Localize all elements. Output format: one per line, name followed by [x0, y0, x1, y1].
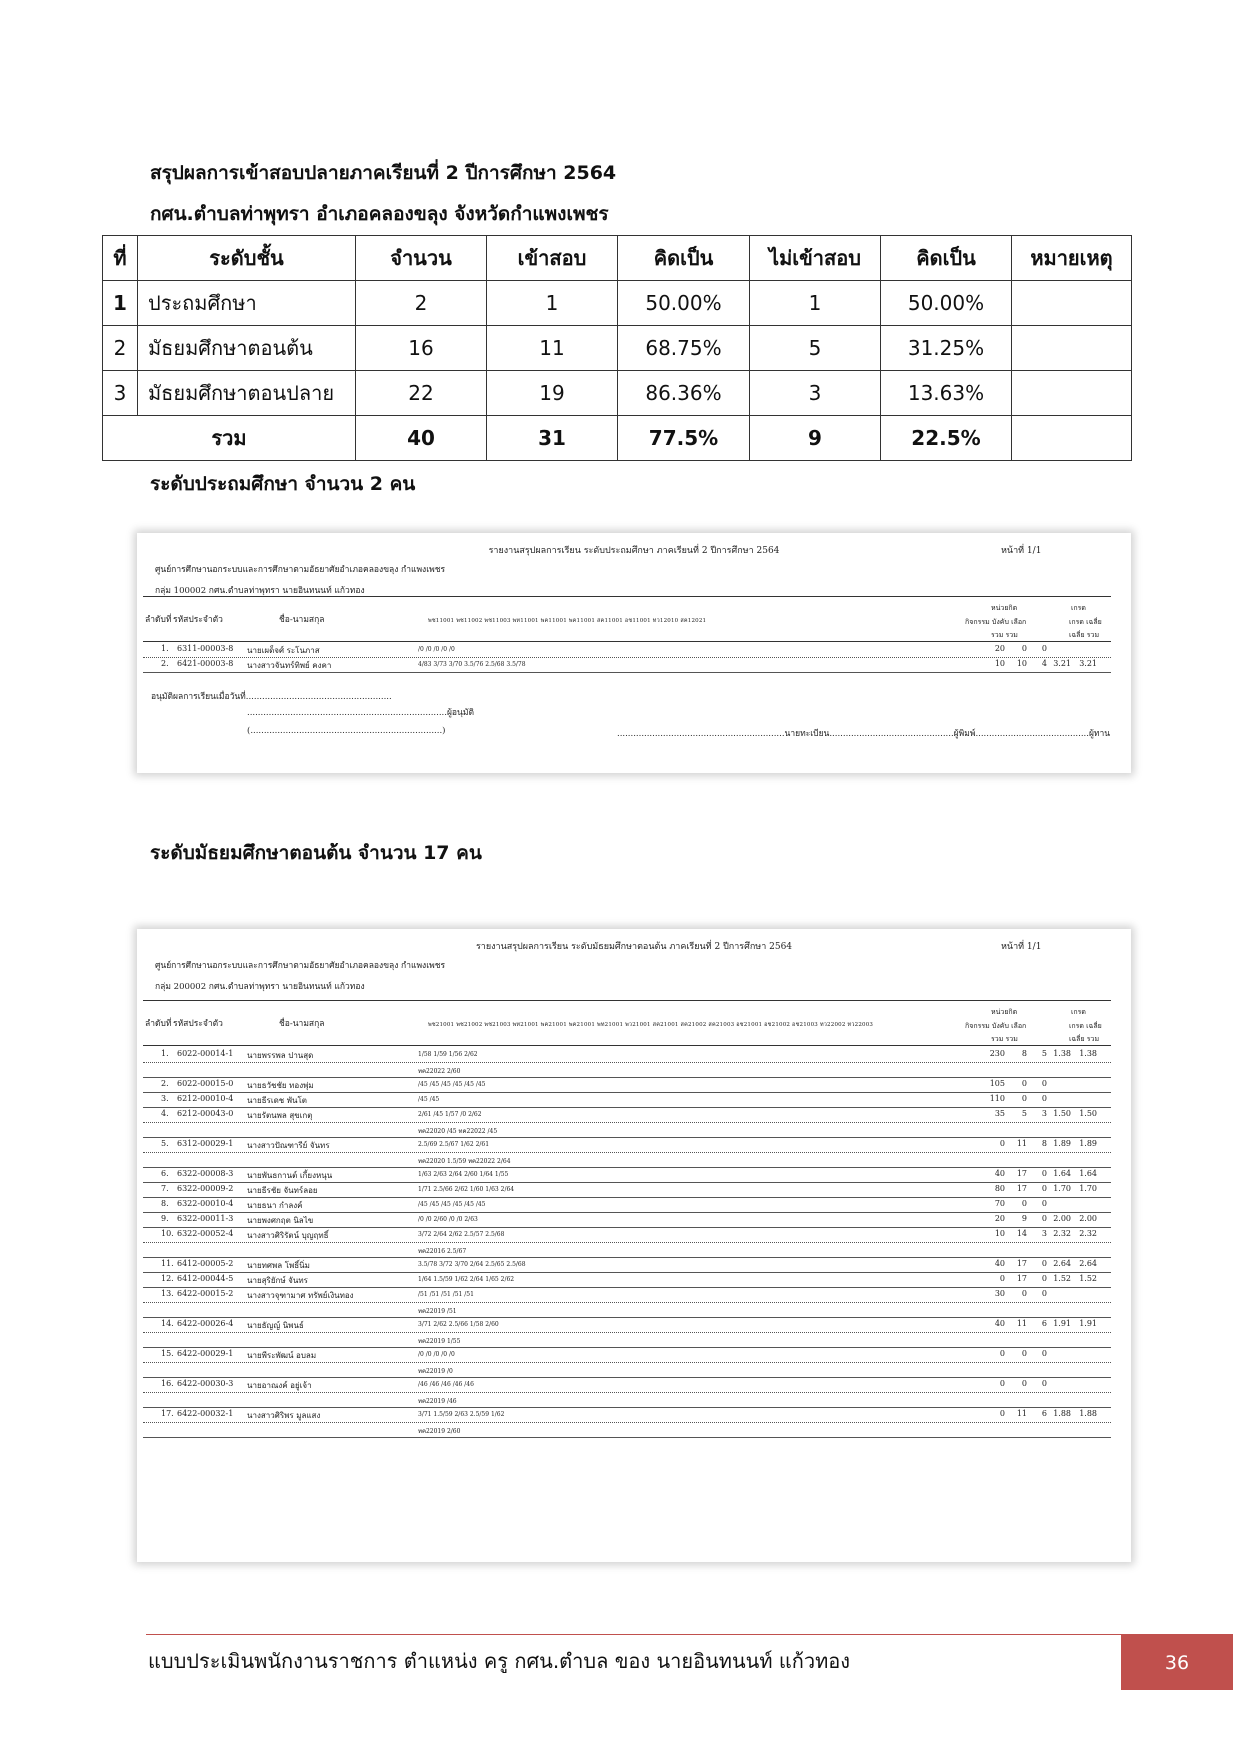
summary-title: สรุปผลการเข้าสอบปลายภาคเรียนที่ 2 ปีการศึกษา 2564	[150, 162, 617, 184]
table-row	[143, 1048, 1111, 1063]
table-total-row	[103, 416, 1132, 461]
cell-absent-pct: 50.00%	[881, 281, 1012, 326]
lower-secondary-report-image	[137, 929, 1131, 1562]
cell-level: มัธยมศึกษาตอนปลาย	[138, 371, 356, 416]
row-gpa-total: 1.50	[1079, 1109, 1097, 1118]
row-credit-required: 11	[1016, 1319, 1027, 1328]
report-printer-label: ผู้พิมพ์	[953, 729, 976, 739]
row-activity: 0	[999, 1379, 1005, 1388]
row-student-name: นายธัญญ์ นิพนธ์	[247, 1321, 304, 1330]
cell-count: 16	[356, 326, 487, 371]
cell-absent: 5	[750, 326, 881, 371]
row-extra-grades: ทค22016 2.5/67	[418, 1248, 467, 1255]
col-header-attended-pct: คิดเป็น	[618, 236, 750, 281]
row-activity: 0	[999, 1274, 1005, 1283]
table-row	[143, 1093, 1111, 1108]
row-grades: /45 /45	[418, 1096, 440, 1103]
row-student-id: 6421-00003-8	[177, 659, 234, 668]
report-col-grade-avg: เกรด เฉลี่ย	[1069, 1022, 1102, 1030]
report-approve-date: อนุมัติผลการเรียนเมื่อวันที่......................................................	[151, 692, 392, 702]
row-credit-elective: 6	[1041, 1409, 1047, 1418]
report-header	[143, 596, 1111, 642]
row-student-name: นายเผด็จศ์ ระโนภาส	[247, 646, 320, 655]
report-col-no: ลำดับที่	[145, 1019, 172, 1029]
row-grades: 1/71 2.5/66 2/62 1/60 1/63 2/64	[418, 1186, 515, 1193]
table-row	[143, 1408, 1111, 1423]
row-grades: /46 /46 /46 /46 /46	[418, 1381, 474, 1388]
report-group: กลุ่ม 100002 กศน.ตำบลท่าพุทรา นายอินทนนท์ แก้วทอง	[155, 586, 365, 596]
row-grades: /0 /0 /0 /0 /0	[418, 1351, 455, 1358]
row-activity: 10	[994, 1229, 1005, 1238]
table-subrow	[143, 1393, 1111, 1408]
row-activity: 80	[994, 1184, 1005, 1193]
row-activity: 0	[999, 1139, 1005, 1148]
row-credit-elective: 0	[1041, 1079, 1047, 1088]
table-row	[143, 643, 1111, 658]
row-student-id: 6212-00010-4	[177, 1094, 234, 1103]
report-registrar-label: นายทะเบียน	[784, 729, 830, 739]
report-group: กลุ่ม 200002 กศน.ตำบลท่าพุทรา นายอินทนนท์ แก้วทอง	[155, 982, 365, 992]
row-gpa: 1.91	[1053, 1319, 1071, 1328]
row-student-id: 6412-00005-2	[177, 1259, 234, 1268]
row-credit-required: 17	[1016, 1184, 1027, 1193]
report-col-grade-total: เฉลี่ย รวม	[1069, 1035, 1100, 1043]
page-number: 36	[1164, 1651, 1190, 1674]
row-no: 1.	[161, 644, 169, 653]
row-student-id: 6312-00029-1	[177, 1139, 234, 1148]
row-credit-elective: 0	[1041, 1169, 1047, 1178]
row-credit-elective: 0	[1041, 1379, 1047, 1388]
row-credit-elective: 0	[1041, 1274, 1047, 1283]
summary-subtitle: กศน.ตำบลท่าพุทรา อำเภอคลองขลุง จังหวัดกำแพงเพชร	[150, 203, 609, 225]
row-credit-required: 11	[1016, 1139, 1027, 1148]
row-extra-grades: ทค22022 2/60	[418, 1068, 461, 1075]
row-activity: 40	[994, 1319, 1005, 1328]
table-subrow	[143, 1123, 1111, 1138]
row-credit-elective: 0	[1041, 1289, 1047, 1298]
row-activity: 10	[994, 659, 1005, 668]
row-extra-grades: ทค22019 /51	[418, 1308, 457, 1315]
table-subrow	[143, 1333, 1111, 1348]
row-grades: 3/71 1.5/59 2/63 2.5/59 1/62	[418, 1411, 505, 1418]
row-student-name: นายพีระพัฒน์ อบลม	[247, 1351, 317, 1360]
row-no: 4.	[161, 1109, 169, 1118]
row-activity: 20	[994, 644, 1005, 653]
row-no: 17.	[161, 1409, 174, 1418]
table-row	[143, 1138, 1111, 1153]
report-col-grade: เกรด	[1071, 1008, 1086, 1016]
row-no: 2.	[161, 1079, 169, 1088]
row-activity: 230	[989, 1049, 1005, 1058]
report-col-grade-avg: เกรด เฉลี่ย	[1069, 618, 1102, 626]
row-grades: 2.5/69 2.5/67 1/62 2/61	[418, 1141, 490, 1148]
col-header-attended: เข้าสอบ	[487, 236, 618, 281]
row-gpa-total: 1.91	[1079, 1319, 1097, 1328]
col-header-absent-pct: คิดเป็น	[881, 236, 1012, 281]
row-grades: /45 /45 /45 /45 /45 /45	[418, 1081, 486, 1088]
row-credit-required: 17	[1016, 1169, 1027, 1178]
report-page-number: หน้าที่ 1/1	[1001, 942, 1042, 952]
report-col-grade: เกรด	[1071, 604, 1086, 612]
row-grades: 2/61 /45 1/57 /0 2/62	[418, 1111, 482, 1118]
row-activity: 20	[994, 1214, 1005, 1223]
row-no: 16.	[161, 1379, 174, 1388]
row-gpa-total: 2.64	[1079, 1259, 1097, 1268]
row-student-name: นายอาณงค์ อยู่เจ้า	[247, 1381, 312, 1390]
report-center-name: ศูนย์การศึกษานอกระบบและการศึกษาตามอัธยาศัยอำเภอคลองขลุง กำแพงเพชร	[155, 565, 446, 575]
row-grades: 3/72 2/64 2/62 2.5/57 2.5/68	[418, 1231, 505, 1238]
row-credit-required: 14	[1016, 1229, 1027, 1238]
row-student-name: นายธีรเดช พันโต	[247, 1096, 307, 1105]
report-signatures: ..............................................................นายทะเบียน..............................................ผู้พิมพ์..........................................ผู้ทาน	[617, 729, 1111, 739]
cell-level: มัธยมศึกษาตอนต้น	[138, 326, 356, 371]
report-col-credit-total: รวม รวม	[991, 631, 1018, 639]
row-student-id: 6322-00010-4	[177, 1199, 234, 1208]
table-row	[143, 1198, 1111, 1213]
table-row	[143, 1168, 1111, 1183]
row-student-id: 6322-00011-3	[177, 1214, 234, 1223]
cell-total-attended-pct: 77.5%	[618, 416, 750, 461]
report-header	[143, 1000, 1111, 1046]
row-credit-elective: 0	[1041, 1214, 1047, 1223]
row-student-id: 6412-00044-5	[177, 1274, 234, 1283]
row-gpa-total: 1.38	[1079, 1049, 1097, 1058]
row-gpa-total: 2.00	[1079, 1214, 1097, 1223]
row-grades: 1/63 2/63 2/64 2/60 1/64 1/55	[418, 1171, 509, 1178]
report-col-grade-total: เฉลี่ย รวม	[1069, 631, 1100, 639]
col-header-no: ที่	[103, 236, 138, 281]
table-subrow	[143, 1153, 1111, 1168]
table-subrow	[143, 1303, 1111, 1318]
row-credit-elective: 0	[1041, 1184, 1047, 1193]
row-extra-grades: ทค22019 2/60	[418, 1428, 461, 1435]
row-credit-elective: 3	[1041, 1229, 1047, 1238]
report-col-name: ชื่อ-นามสกุล	[279, 1019, 325, 1029]
row-student-name: นายรัตนพล สุขเกตุ	[247, 1111, 313, 1120]
cell-attended-pct: 50.00%	[618, 281, 750, 326]
row-activity: 70	[994, 1199, 1005, 1208]
table-row	[143, 1378, 1111, 1393]
report-center-name: ศูนย์การศึกษานอกระบบและการศึกษาตามอัธยาศัยอำเภอคลองขลุง กำแพงเพชร	[155, 961, 446, 971]
row-credit-elective: 4	[1041, 659, 1047, 668]
report-checker-label: ผู้ทาน	[1088, 729, 1111, 739]
row-gpa-total: 1.64	[1079, 1169, 1097, 1178]
row-no: 13.	[161, 1289, 174, 1298]
row-activity: 30	[994, 1289, 1005, 1298]
row-student-name: นายสุริยักษ์ จันทร	[247, 1276, 308, 1285]
row-student-id: 6422-00026-4	[177, 1319, 234, 1328]
report-page-number: หน้าที่ 1/1	[1001, 546, 1042, 556]
primary-level-heading: ระดับประถมศึกษา จำนวน 2 คน	[150, 473, 416, 495]
row-grades: /45 /45 /45 /45 /45 /45	[418, 1201, 486, 1208]
cell-remark	[1012, 326, 1132, 371]
cell-no: 3	[103, 371, 138, 416]
row-grades: 1/64 1.5/59 1/62 2/64 1/65 2/62	[418, 1276, 515, 1283]
row-gpa-total: 1.52	[1079, 1274, 1097, 1283]
primary-report-image	[137, 533, 1131, 773]
row-grades: 3/71 2/62 2.5/66 1/58 2/60	[418, 1321, 499, 1328]
row-extra-grades: ทค22020 1.5/59 ทค22022 2/64	[418, 1158, 511, 1165]
row-student-name: นายธวัชชัย ทองพุ่ม	[247, 1081, 314, 1090]
row-gpa-total: 1.88	[1079, 1409, 1097, 1418]
table-row	[143, 1228, 1111, 1243]
table-row	[143, 1258, 1111, 1273]
table-row	[143, 1108, 1111, 1123]
table-subrow	[143, 1363, 1111, 1378]
row-student-id: 6422-00030-3	[177, 1379, 234, 1388]
row-student-name: นางสาวจุฑามาศ ทรัพย์เงินทอง	[247, 1291, 354, 1300]
row-credit-required: 5	[1021, 1109, 1027, 1118]
row-student-name: นางสาวศิริพร มูลแสง	[247, 1411, 321, 1420]
row-student-id: 6322-00009-2	[177, 1184, 234, 1193]
cell-remark	[1012, 281, 1132, 326]
row-gpa: 3.21	[1053, 659, 1071, 668]
row-extra-grades: ทค22019 1/55	[418, 1338, 461, 1345]
row-no: 2.	[161, 659, 169, 668]
cell-attended: 11	[487, 326, 618, 371]
row-no: 14.	[161, 1319, 174, 1328]
report-col-name: ชื่อ-นามสกุล	[279, 615, 325, 625]
cell-absent-pct: 31.25%	[881, 326, 1012, 371]
row-student-id: 6322-00052-4	[177, 1229, 234, 1238]
row-extra-grades: ทค22019 /0	[418, 1368, 453, 1375]
cell-no: 2	[103, 326, 138, 371]
row-gpa-total: 3.21	[1079, 659, 1097, 668]
table-row	[143, 1348, 1111, 1363]
row-gpa: 1.50	[1053, 1109, 1071, 1118]
report-col-id: รหัสประจำตัว	[173, 615, 223, 625]
row-no: 11.	[161, 1259, 174, 1268]
row-credit-required: 0	[1021, 1289, 1027, 1298]
row-no: 8.	[161, 1199, 169, 1208]
col-header-count: จำนวน	[356, 236, 487, 281]
row-student-name: นางสาวจันทร์ทิพย์ คงคา	[247, 661, 332, 670]
col-header-level: ระดับชั้น	[138, 236, 356, 281]
cell-total-attended: 31	[487, 416, 618, 461]
table-row	[143, 1078, 1111, 1093]
cell-total-label: รวม	[103, 416, 356, 461]
row-gpa-total: 1.89	[1079, 1139, 1097, 1148]
report-col-credit-types: กิจกรรม บังคับ เลือก	[965, 1022, 1027, 1030]
page-number-badge	[1121, 1635, 1233, 1690]
row-credit-required: 17	[1016, 1274, 1027, 1283]
cell-attended-pct: 86.36%	[618, 371, 750, 416]
cell-level: ประถมศึกษา	[138, 281, 356, 326]
row-credit-required: 0	[1021, 1349, 1027, 1358]
row-gpa: 1.88	[1053, 1409, 1071, 1418]
report-title: รายงานสรุปผลการเรียน ระดับมัธยมศึกษาตอนต้น ภาคเรียนที่ 2 ปีการศึกษา 2564	[475, 942, 793, 952]
row-gpa: 1.64	[1053, 1169, 1071, 1178]
table-subrow	[143, 1423, 1111, 1438]
exam-summary-table	[102, 235, 1132, 461]
report-col-credit-types: กิจกรรม บังคับ เลือก	[965, 618, 1027, 626]
row-credit-required: 0	[1021, 1079, 1027, 1088]
cell-absent-pct: 13.63%	[881, 371, 1012, 416]
row-no: 5.	[161, 1139, 169, 1148]
row-activity: 105	[989, 1079, 1005, 1088]
report-col-credit: หน่วยกิต	[991, 1008, 1018, 1016]
cell-count: 2	[356, 281, 487, 326]
row-student-name: นายพรรพล ปานสุด	[247, 1051, 314, 1060]
row-credit-required: 17	[1016, 1259, 1027, 1268]
cell-no: 1	[103, 281, 138, 326]
cell-attended-pct: 68.75%	[618, 326, 750, 371]
row-credit-required: 8	[1021, 1049, 1027, 1058]
cell-total-absent: 9	[750, 416, 881, 461]
row-student-name: นายธนา กำลงค์	[247, 1201, 303, 1210]
report-rows	[143, 643, 1111, 673]
row-gpa: 2.64	[1053, 1259, 1071, 1268]
row-student-id: 6422-00032-1	[177, 1409, 234, 1418]
row-gpa: 1.38	[1053, 1049, 1071, 1058]
table-row	[103, 326, 1132, 371]
cell-total-remark	[1012, 416, 1132, 461]
table-header-row	[103, 236, 1132, 281]
table-row	[143, 1288, 1111, 1303]
row-grades: 1/58 1/59 1/56 2/62	[418, 1051, 478, 1058]
table-subrow	[143, 1243, 1111, 1258]
row-gpa: 2.00	[1053, 1214, 1071, 1223]
row-credit-elective: 0	[1041, 1094, 1047, 1103]
row-credit-elective: 0	[1041, 1199, 1047, 1208]
row-student-id: 6311-00003-8	[177, 644, 234, 653]
row-extra-grades: ทค22019 /46	[418, 1398, 457, 1405]
row-credit-elective: 0	[1041, 1349, 1047, 1358]
row-student-id: 6022-00015-0	[177, 1079, 234, 1088]
table-row	[143, 1318, 1111, 1333]
footer-rule	[146, 1634, 1233, 1635]
row-grades: 3.5/78 3/72 3/70 2/64 2.5/65 2.5/68	[418, 1261, 526, 1268]
row-credit-elective: 6	[1041, 1319, 1047, 1328]
row-student-id: 6022-00014-1	[177, 1049, 234, 1058]
row-activity: 0	[999, 1349, 1005, 1358]
row-student-name: นายพันธกานต์ เกี้ยงหนุน	[247, 1171, 333, 1180]
row-activity: 40	[994, 1259, 1005, 1268]
table-row	[143, 1183, 1111, 1198]
report-col-no: ลำดับที่	[145, 615, 172, 625]
col-header-absent: ไม่เข้าสอบ	[750, 236, 881, 281]
row-credit-required: 0	[1021, 1094, 1027, 1103]
cell-count: 22	[356, 371, 487, 416]
row-credit-elective: 3	[1041, 1109, 1047, 1118]
report-subject-codes: พช11001 พช11002 พช11003 พท11001 พค11001 พค11001 สค11001 อช11001 ทว12010 สค12021	[428, 618, 707, 624]
report-title: รายงานสรุปผลการเรียน ระดับประถมศึกษา ภาคเรียนที่ 2 ปีการศึกษา 2564	[488, 546, 780, 556]
report-approver-name: (.......................................................................)	[247, 726, 446, 736]
row-no: 15.	[161, 1349, 174, 1358]
row-extra-grades: ทค22020 /45 ทค22022 /45	[418, 1128, 498, 1135]
footer-caption: แบบประเมินพนักงานราชการ ตำแหน่ง ครู กศน.ตำบล ของ นายอินทนนท์ แก้วทอง	[148, 1649, 851, 1673]
row-gpa: 1.70	[1053, 1184, 1071, 1193]
cell-remark	[1012, 371, 1132, 416]
row-student-id: 6422-00015-2	[177, 1289, 234, 1298]
row-credit-elective: 5	[1041, 1049, 1047, 1058]
row-student-name: นางสาวปัณฑารีย์ จันทร	[247, 1141, 330, 1150]
row-no: 10.	[161, 1229, 174, 1238]
cell-absent: 1	[750, 281, 881, 326]
table-row	[103, 371, 1132, 416]
row-gpa: 2.32	[1053, 1229, 1071, 1238]
row-credit-elective: 0	[1041, 1259, 1047, 1268]
row-no: 6.	[161, 1169, 169, 1178]
row-activity: 40	[994, 1169, 1005, 1178]
row-credit-required: 0	[1021, 1199, 1027, 1208]
row-credit-required: 0	[1021, 644, 1027, 653]
lower-secondary-heading: ระดับมัธยมศึกษาตอนต้น จำนวน 17 คน	[150, 842, 482, 864]
row-no: 7.	[161, 1184, 169, 1193]
row-credit-required: 10	[1016, 659, 1027, 668]
row-student-id: 6212-00043-0	[177, 1109, 234, 1118]
row-student-name: นายทศพล โพธิ์นิ่ม	[247, 1261, 310, 1270]
table-row	[143, 1213, 1111, 1228]
row-credit-elective: 0	[1041, 644, 1047, 653]
row-activity: 35	[994, 1109, 1005, 1118]
row-gpa: 1.89	[1053, 1139, 1071, 1148]
report-subject-codes: พช21001 พช21002 พช21003 พท21001 พค21001 พค21001 พท21001 พว21001 สค21001 สค21002 สค21003 อช21001 อช21002 อช21003 ทว22002 ทว22003	[428, 1022, 874, 1028]
row-student-name: นางสาวศิริรัตน์ บุญฤทธิ์	[247, 1231, 329, 1240]
row-no: 3.	[161, 1094, 169, 1103]
report-col-credit-total: รวม รวม	[991, 1035, 1018, 1043]
row-grades: /0 /0 2/60 /0 /0 2/63	[418, 1216, 478, 1223]
cell-total-absent-pct: 22.5%	[881, 416, 1012, 461]
row-no: 12.	[161, 1274, 174, 1283]
row-credit-elective: 8	[1041, 1139, 1047, 1148]
row-no: 9.	[161, 1214, 169, 1223]
table-row	[103, 281, 1132, 326]
cell-attended: 1	[487, 281, 618, 326]
row-student-id: 6422-00029-1	[177, 1349, 234, 1358]
cell-attended: 19	[487, 371, 618, 416]
cell-total-count: 40	[356, 416, 487, 461]
row-grades: 4/83 3/73 3/70 3.5/76 2.5/68 3.5/78	[418, 661, 526, 668]
row-credit-required: 11	[1016, 1409, 1027, 1418]
row-grades: /0 /0 /0 /0 /0	[418, 646, 455, 653]
row-student-name: นายพงศกฤต นิลไข	[247, 1216, 314, 1225]
table-row	[143, 658, 1111, 673]
report-col-credit: หน่วยกิต	[991, 604, 1018, 612]
row-student-id: 6322-00008-3	[177, 1169, 234, 1178]
col-header-remark: หมายเหตุ	[1012, 236, 1132, 281]
cell-absent: 3	[750, 371, 881, 416]
report-rows	[143, 1048, 1111, 1438]
row-activity: 110	[989, 1094, 1005, 1103]
report-approve-line: ..........................................................................ผู้อนุมัติ	[247, 708, 474, 718]
row-credit-required: 0	[1021, 1379, 1027, 1388]
row-no: 1.	[161, 1049, 169, 1058]
row-gpa-total: 2.32	[1079, 1229, 1097, 1238]
report-approver-label: ผู้อนุมัติ	[446, 708, 474, 718]
row-gpa-total: 1.70	[1079, 1184, 1097, 1193]
row-student-name: นายธีรชัย จันทร์ลอย	[247, 1186, 318, 1195]
report-col-id: รหัสประจำตัว	[173, 1019, 223, 1029]
row-gpa: 1.52	[1053, 1274, 1071, 1283]
table-subrow	[143, 1063, 1111, 1078]
row-credit-required: 9	[1021, 1214, 1027, 1223]
row-activity: 0	[999, 1409, 1005, 1418]
table-row	[143, 1273, 1111, 1288]
row-grades: /51 /51 /51 /51 /51	[418, 1291, 474, 1298]
